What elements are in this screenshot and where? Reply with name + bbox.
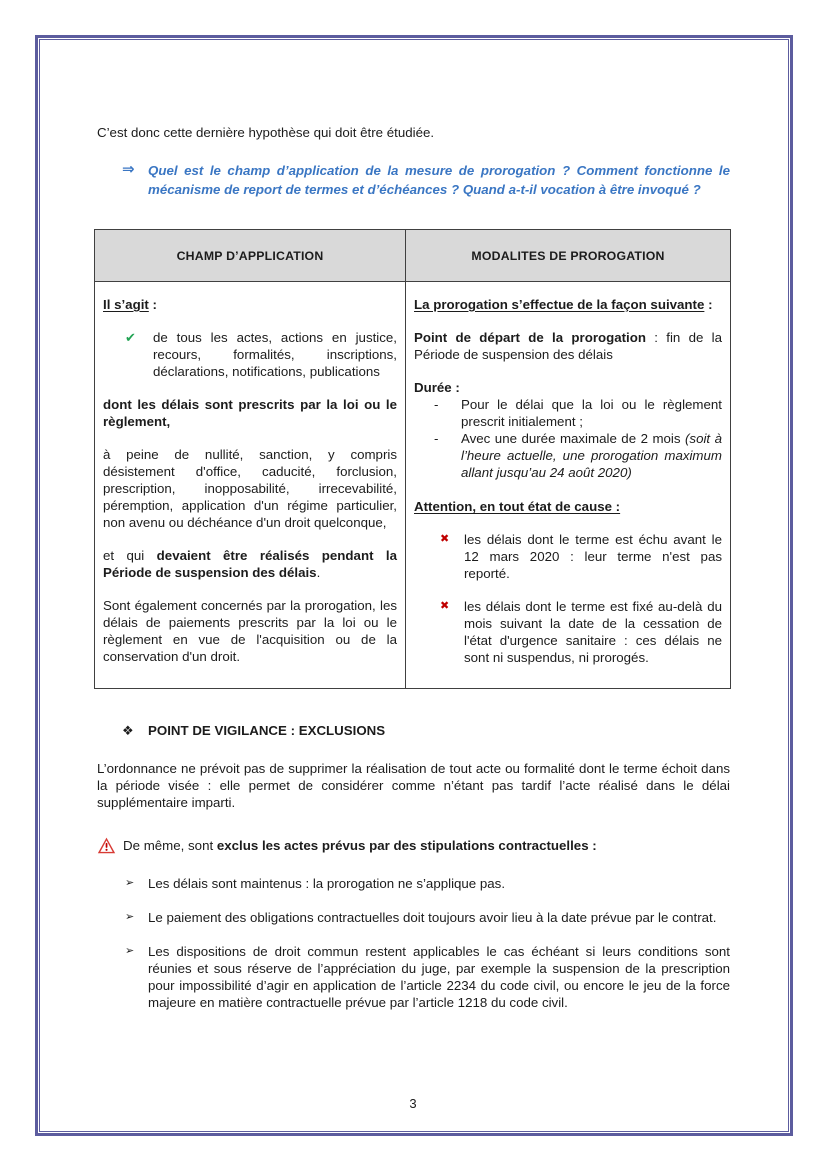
duree-item-maximale-text <box>461 430 722 481</box>
duree-item-initial-text: Pour le délai que la loi ou le règlement prescrit initialement ; <box>461 397 722 429</box>
paragraph-periode-suspension <box>103 547 397 581</box>
vigilance-paragraph: L’ordonnance ne prévoit pas de supprimer la réalisation de tout acte ou formalité dont le terme échoit dans la période visée : elle permet de considérer comme n’étant pas tardif l’acte réalisé dans le délai supplémentaire imparti. <box>97 761 730 810</box>
right-heading-text: La prorogation s’effectue de la façon suivante <box>414 297 705 312</box>
diamond-bullet-icon: ❖ <box>122 723 134 738</box>
prorogation-table <box>94 229 731 689</box>
vigilance-title: POINT DE VIGILANCE : EXCLUSIONS <box>148 723 386 738</box>
attention-item-terme-fixe-text: les délais dont le terme est fixé au-delà du mois suivant la date de la cessation de l'état d'urgence sanitaire : ces délais ne sont ni suspendus, ni prorogés. <box>464 599 722 665</box>
paragraph-point-depart <box>414 329 722 363</box>
duree-maximale-italic: (soit à l’heure actuelle, une prorogation maximum allant jusqu’au 24 août 2020) <box>461 431 722 480</box>
right-heading <box>414 296 722 313</box>
paragraph-periode-prefix: et qui <box>103 548 157 563</box>
table-header-modalites-prorogation: MODALITES DE PROROGATION <box>406 230 731 282</box>
exclusion-item-delais-maintenus <box>125 875 730 892</box>
page-content <box>94 0 730 1011</box>
double-arrow-icon: ⇒ <box>122 161 135 178</box>
left-heading <box>103 296 397 313</box>
attention-item-terme-fixe <box>414 598 722 666</box>
dash-bullet: - <box>434 397 439 412</box>
exclusion-item-paiement <box>125 909 730 926</box>
paragraph-periode-bold: devaient être réalisés pendant la Période de suspension des délais <box>103 548 397 580</box>
paragraph-periode-suffix: . <box>316 565 321 580</box>
attention-heading: Attention, en tout état de cause : <box>414 499 621 514</box>
exclusions-prefix: De même, sont <box>123 838 217 853</box>
exclusions-bold: exclus les actes prévus par des stipulations contractuelles : <box>216 838 597 853</box>
table-header-row <box>95 230 731 282</box>
warning-triangle-icon <box>97 837 116 858</box>
duree-maximale-plain: Avec une durée maximale de 2 mois <box>461 431 685 446</box>
check-icon: ✔ <box>125 330 136 345</box>
exclusion-item-droit-commun <box>125 943 730 1011</box>
left-heading-colon: : <box>148 297 157 312</box>
cross-icon: ✖ <box>440 533 450 545</box>
attention-item-terme-echu-text: les délais dont le terme est échu avant le 12 mars 2020 : leur terme n'est pas reporté. <box>464 532 722 581</box>
question-text: Quel est le champ d’application de la mesure de prorogation ? Comment fonctionne le mécanisme de report de termes et d’échéances ? Quand a-t-il vocation à être invoqué ? <box>148 163 730 197</box>
intro-paragraph: C’est donc cette dernière hypothèse qui doit être étudiée. <box>97 125 435 140</box>
list-item-acts <box>103 329 397 380</box>
page-number: 3 <box>409 1096 417 1111</box>
paragraph-nullite: à peine de nullité, sanction, y compris désistement d'office, caducité, forclusion, prescription, inopposabilité, irrecevabilité, péremption, application d'un régime particulier, non avenu ou déchéance d'un droit quelconque, <box>103 447 397 530</box>
exclusions-warning-text <box>123 837 597 854</box>
point-depart-text: : fin de la Période de suspension des délais <box>414 330 722 362</box>
question-block <box>122 161 730 199</box>
attention-item-terme-echu <box>414 531 722 582</box>
duree-item-initial <box>414 396 722 430</box>
left-heading-text: Il s’agit <box>103 297 149 312</box>
table-body-row <box>95 282 731 689</box>
point-depart-label: Point de départ de la prorogation <box>414 330 646 345</box>
exclusion-item-text: Le paiement des obligations contractuelles doit toujours avoir lieu à la date prévue par le contrat. <box>148 910 717 925</box>
table-cell-champ-application <box>95 282 406 689</box>
right-heading-colon: : <box>704 297 713 312</box>
arrowhead-bullet-icon: ➢ <box>125 945 135 957</box>
table-header-champ-application: CHAMP D’APPLICATION <box>95 230 406 282</box>
vigilance-heading <box>122 722 730 739</box>
duree-item-maximale <box>414 430 722 481</box>
exclusions-warning-line <box>97 837 730 858</box>
paragraph-delais-prescrits: dont les délais sont prescrits par la loi ou le règlement, <box>103 397 397 429</box>
exclusion-item-text: Les dispositions de droit commun restent applicables le cas échéant si leurs conditions sont réunies et sous réserve de l’appréciation du juge, par exemple la suspension de la prescription pour impossibilité d’agir en application de l’article 2234 du code civil, ou encore le jeu de la force majeure en matière contractuelle prévue par l’article 1218 du code civil. <box>148 944 730 1010</box>
exclusion-item-text: Les délais sont maintenus : la prorogation ne s’applique pas. <box>148 876 506 891</box>
dash-bullet: - <box>434 431 439 446</box>
duree-label: Durée : <box>414 380 460 395</box>
arrowhead-bullet-icon: ➢ <box>125 911 135 923</box>
table-cell-modalites-prorogation <box>406 282 731 689</box>
paragraph-paiements: Sont également concernés par la prorogation, les délais de paiements prescrits par la loi ou le règlement en vue de l'acquisition ou de la conservation d'un droit. <box>103 598 397 664</box>
list-item-acts-text: de tous les actes, actions en justice, recours, formalités, inscriptions, déclarations, notifications, publications <box>153 330 397 379</box>
arrowhead-bullet-icon: ➢ <box>125 877 135 889</box>
cross-icon: ✖ <box>440 600 450 612</box>
